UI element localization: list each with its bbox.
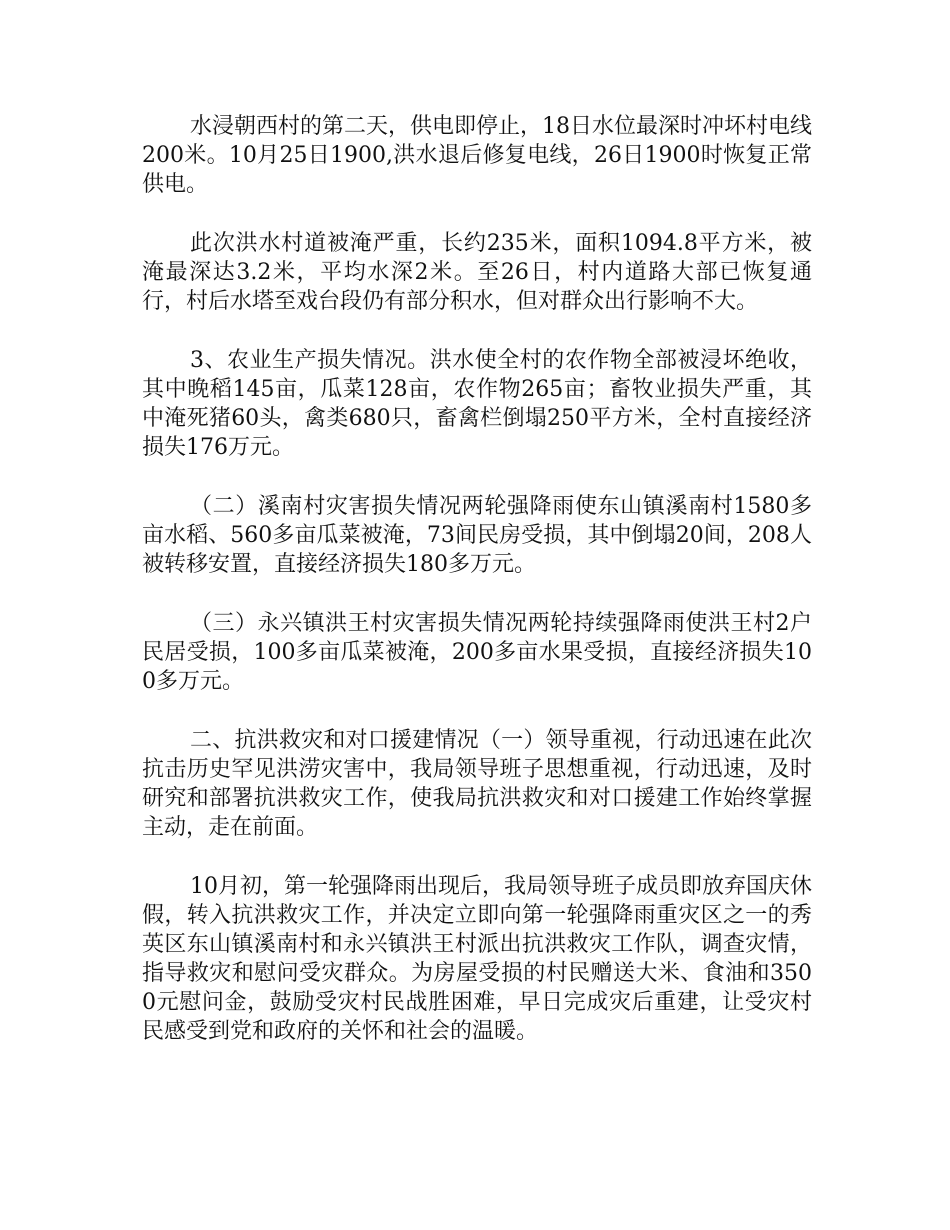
paragraph-xinan-village: （二）溪南村灾害损失情况两轮强降雨使东山镇溪南村1580多亩水稻、560多亩瓜菜被淹，73间民房受损，其中倒塌20间，208人被转移安置，直接经济损失180多万元。 bbox=[142, 494, 812, 577]
paragraph-october-response: 10月初，第一轮强降雨出现后，我局领导班子成员即放弃国庆休假，转入抗洪救灾工作，并决定立即向第一轮强降雨重灾区之一的秀英区东山镇溪南村和永兴镇洪王村派出抗洪救灾工作队，调查灾情，指导救灾和慰问受灾群众。为房屋受损的村民赠送大米、食油和3500元慰问金，鼓励受灾村民战胜困难，早日完成灾后重建，让受灾村民感受到党和政府的关怀和社会的温暖。 bbox=[142, 874, 812, 1044]
paragraph-hongwang-village: （三）永兴镇洪王村灾害损失情况两轮持续强降雨使洪王村2户民居受损，100多亩瓜菜被淹，200多亩水果受损，直接经济损失100多万元。 bbox=[142, 611, 812, 694]
document-body bbox=[142, 112, 812, 1076]
paragraph-village-roads: 此次洪水村道被淹严重，长约235米，面积1094.8平方米，被淹最深达3.2米，平均水深2米。至26日，村内道路大部已恢复通行，村后水塔至戏台段仍有部分积水，但对群众出行影响不大。 bbox=[142, 231, 812, 314]
paragraph-power-supply: 水浸朝西村的第二天，供电即停止，18日水位最深时冲坏村电线200米。10月25日1900,洪水退后修复电线，26日1900时恢复正常供电。 bbox=[142, 114, 812, 197]
paragraph-agriculture-loss: 3、农业生产损失情况。洪水使全村的农作物全部被浸坏绝收，其中晚稻145亩，瓜菜128亩，农作物265亩；畜牧业损失严重，其中淹死猪60头，禽类680只，畜禽栏倒塌250平方米，全村直接经济损失176万元。 bbox=[142, 348, 812, 460]
paragraph-flood-relief: 二、抗洪救灾和对口援建情况（一）领导重视，行动迅速在此次抗击历史罕见洪涝灾害中，我局领导班子思想重视，行动迅速，及时研究和部署抗洪救灾工作，使我局抗洪救灾和对口援建工作始终掌握主动，走在前面。 bbox=[142, 728, 812, 840]
